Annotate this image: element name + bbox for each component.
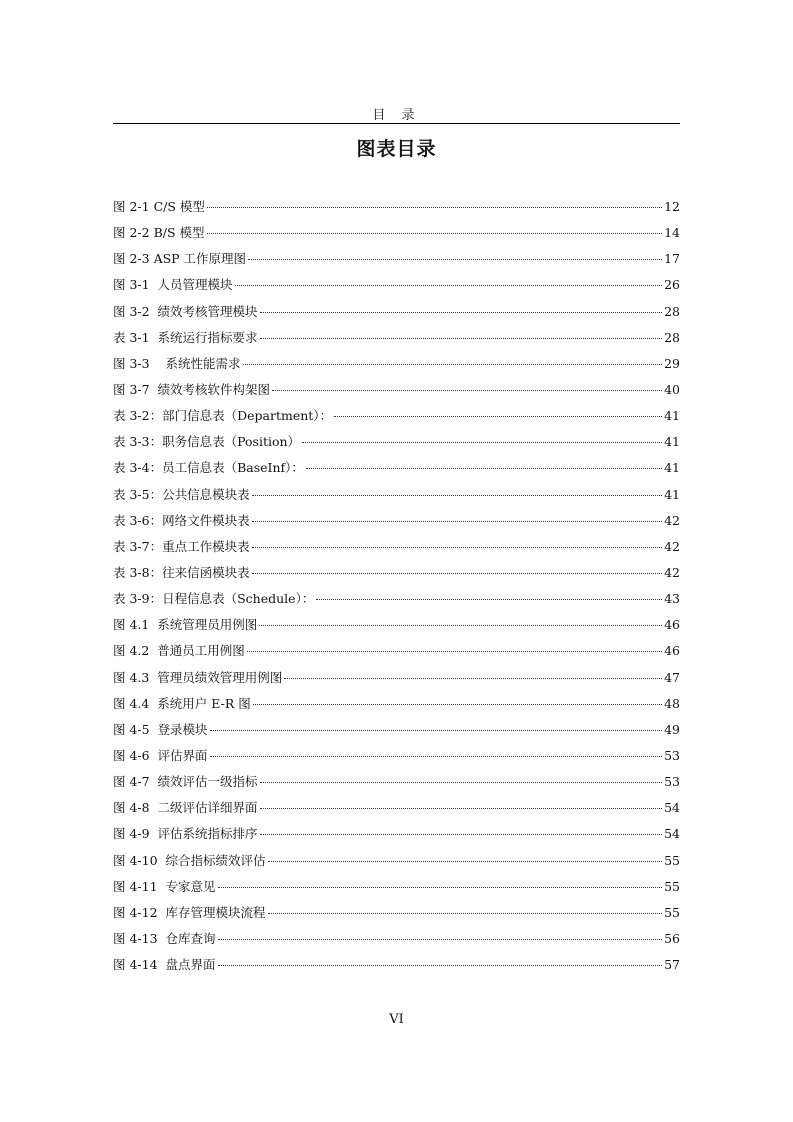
dot-leader	[316, 599, 662, 600]
toc-entry-page: 55	[664, 904, 680, 920]
toc-entry-label: 图 4-11 专家意见	[113, 878, 216, 894]
toc-entry[interactable]	[113, 746, 680, 772]
toc-entry-label: 图 4-10 综合指标绩效评估	[113, 852, 266, 868]
toc-entry-page: 42	[664, 538, 680, 554]
toc-entry-label: 表 3-2：部门信息表（Department）：	[113, 408, 333, 424]
dot-leader	[306, 468, 662, 469]
dot-leader	[302, 442, 662, 443]
toc-entry-page: 14	[664, 225, 680, 241]
toc-entry[interactable]	[113, 302, 680, 328]
dot-leader	[252, 521, 662, 522]
dot-leader	[268, 913, 663, 914]
toc-entry[interactable]	[113, 641, 680, 667]
toc-entry[interactable]	[113, 615, 680, 641]
toc-entry-page: 17	[664, 251, 680, 267]
toc-entry-label: 图 4.1 系统管理员用例图	[113, 617, 258, 633]
toc-entry[interactable]	[113, 720, 680, 746]
dot-leader	[259, 625, 662, 626]
toc-entry-page: 55	[664, 878, 680, 894]
toc-entry-label: 图 2-1 C/S 模型	[113, 199, 205, 214]
dot-leader	[260, 782, 663, 783]
toc-entry-label: 图 4-14 盘点界面	[113, 957, 216, 973]
toc-entry[interactable]	[113, 537, 680, 563]
toc-entry-page: 29	[664, 355, 680, 371]
dot-leader	[218, 887, 663, 888]
toc-entry-label: 图 2-3 ASP 工作原理图	[113, 251, 247, 267]
dot-leader	[243, 364, 663, 365]
toc-entry-page: 49	[664, 721, 680, 737]
toc-list	[113, 197, 680, 981]
toc-entry-page: 41	[664, 434, 680, 450]
dot-leader	[235, 285, 663, 286]
toc-entry-label: 表 3-9：日程信息表（Schedule）：	[113, 591, 315, 607]
toc-entry-page: 42	[664, 512, 680, 528]
toc-entry[interactable]	[113, 851, 680, 877]
toc-entry-label: 图 2-2 B/S 模型	[113, 225, 205, 241]
toc-entry-page: 28	[664, 329, 680, 345]
dot-leader	[218, 965, 663, 966]
dot-leader	[252, 573, 662, 574]
toc-entry-label: 图 4-5 登录模块	[113, 721, 208, 737]
toc-entry-label: 表 3-4：员工信息表（BaseInf）：	[113, 460, 304, 476]
toc-entry-label: 图 3-2 绩效考核管理模块	[113, 303, 258, 319]
toc-entry-label: 表 3-3：职务信息表（Position）	[113, 434, 301, 450]
toc-entry[interactable]	[113, 485, 680, 511]
toc-entry-page: 41	[664, 486, 680, 502]
toc-entry[interactable]	[113, 903, 680, 929]
dot-leader	[284, 678, 662, 679]
dot-leader	[218, 939, 663, 940]
toc-entry-label: 表 3-8：往来信函模块表	[113, 564, 250, 580]
toc-entry[interactable]	[113, 354, 680, 380]
toc-entry-page: 53	[664, 774, 680, 790]
toc-entry-page: 41	[664, 460, 680, 476]
toc-entry[interactable]	[113, 328, 680, 354]
dot-leader	[260, 808, 663, 809]
toc-entry-label: 图 4-8 二级评估详细界面	[113, 800, 258, 816]
page-title: 图表目录	[356, 138, 437, 160]
toc-entry-page: 12	[664, 199, 680, 214]
toc-entry[interactable]	[113, 877, 680, 903]
dot-leader	[260, 834, 663, 835]
toc-entry-label: 图 3-1 人员管理模块	[113, 277, 233, 293]
toc-entry-label: 表 3-6：网络文件模块表	[113, 512, 250, 528]
toc-entry-page: 26	[664, 277, 680, 293]
dot-leader	[210, 756, 663, 757]
toc-entry[interactable]	[113, 772, 680, 798]
toc-entry-page: 53	[664, 747, 680, 763]
toc-entry[interactable]	[113, 668, 680, 694]
toc-entry[interactable]	[113, 694, 680, 720]
toc-entry-page: 43	[664, 591, 680, 607]
toc-entry-label: 图 4.2 普通员工用例图	[113, 643, 245, 659]
toc-entry[interactable]	[113, 955, 680, 981]
toc-entry-label: 图 4-9 评估系统指标排序	[113, 826, 258, 842]
dot-leader	[253, 704, 662, 705]
toc-entry-label: 图 3-3 系统性能需求	[113, 355, 241, 371]
dot-leader	[207, 233, 663, 234]
dot-leader	[260, 338, 663, 339]
dot-leader	[207, 207, 662, 208]
toc-entry-page: 46	[664, 617, 680, 633]
toc-entry[interactable]	[113, 563, 680, 589]
toc-entry[interactable]	[113, 249, 680, 275]
dot-leader	[210, 730, 663, 731]
toc-entry-label: 图 4-12 库存管理模块流程	[113, 904, 266, 920]
toc-entry-page: 54	[664, 800, 680, 816]
toc-entry-page: 48	[664, 695, 680, 711]
toc-entry-page: 57	[664, 957, 680, 973]
dot-leader	[247, 651, 662, 652]
toc-entry-page: 47	[664, 669, 680, 685]
toc-entry-page: 28	[664, 303, 680, 319]
toc-entry-label: 图 4-6 评估界面	[113, 747, 208, 763]
dot-leader	[248, 259, 662, 260]
toc-entry-label: 表 3-1 系统运行指标要求	[113, 329, 258, 345]
dot-leader	[260, 312, 663, 313]
toc-entry-label: 图 4.3 管理员绩效管理用例图	[113, 669, 283, 685]
toc-entry[interactable]	[113, 406, 680, 432]
toc-entry-label: 表 3-7：重点工作模块表	[113, 538, 250, 554]
toc-entry-label: 图 4-13 仓库查询	[113, 930, 216, 946]
toc-entry-label: 图 4.4 系统用户 E-R 图	[113, 695, 251, 711]
dot-leader	[268, 861, 663, 862]
toc-entry[interactable]	[113, 197, 680, 223]
toc-entry-label: 表 3-5：公共信息模块表	[113, 486, 250, 502]
toc-entry[interactable]	[113, 223, 680, 249]
toc-entry-label: 图 4-7 绩效评估一级指标	[113, 774, 258, 790]
dot-leader	[334, 416, 662, 417]
toc-entry[interactable]	[113, 929, 680, 955]
toc-entry-label: 图 3-7 绩效考核软件构架图	[113, 381, 271, 397]
toc-entry-page: 40	[664, 381, 680, 397]
toc-entry-page: 56	[664, 930, 680, 946]
toc-entry-page: 41	[664, 408, 680, 424]
running-header: 目 录	[372, 108, 421, 123]
dot-leader	[252, 547, 662, 548]
toc-entry-page: 55	[664, 852, 680, 868]
page-number: VI	[389, 1012, 404, 1027]
toc-entry[interactable]	[113, 798, 680, 824]
toc-entry[interactable]	[113, 589, 680, 615]
toc-entry[interactable]	[113, 432, 680, 458]
toc-entry-page: 46	[664, 643, 680, 659]
toc-entry[interactable]	[113, 275, 680, 301]
dot-leader	[272, 390, 662, 391]
toc-entry[interactable]	[113, 380, 680, 406]
toc-entry[interactable]	[113, 824, 680, 850]
toc-entry-page: 42	[664, 564, 680, 580]
toc-entry-page: 54	[664, 826, 680, 842]
toc-entry[interactable]	[113, 458, 680, 484]
toc-entry[interactable]	[113, 511, 680, 537]
header-rule	[113, 123, 680, 124]
dot-leader	[252, 495, 662, 496]
